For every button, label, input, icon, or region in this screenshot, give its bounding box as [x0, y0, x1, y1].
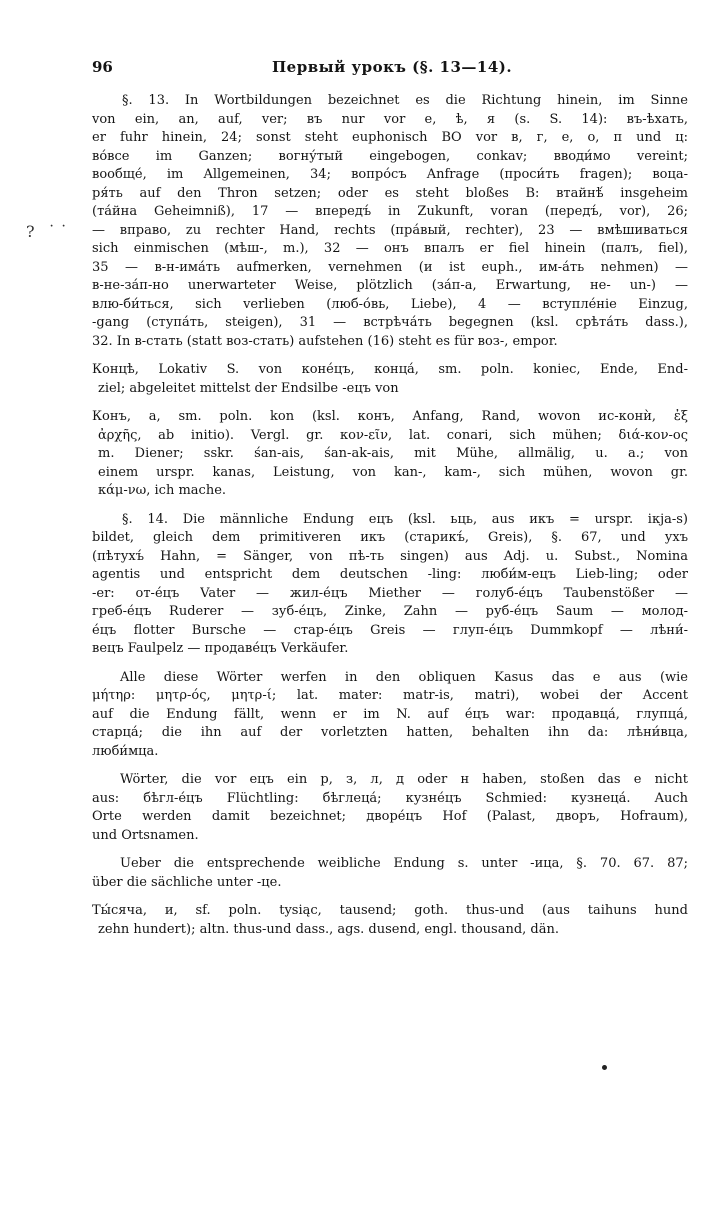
text-line: μήτηρ: μητρ-ός, μητρ-ί; lat. mater: matr-is, matri), wobei der Accent	[92, 688, 688, 703]
text-line: sich einmischen (мѣш-, m.), 32 — онъ впалъ er fiel hinein (палъ, fiel),	[92, 241, 688, 256]
text-line: Alle diese Wörter werfen in den obliquen Kasus das e aus (wie	[120, 669, 688, 685]
text-line: люби́мца.	[92, 743, 159, 759]
text-line: вецъ Faulpelz — продаве́цъ Verkäufer.	[92, 641, 349, 656]
text-line: влю-би́ться, sich verlieben (люб-о́вь, Liebe), 4 — вступле́ніе Einzug,	[92, 296, 688, 312]
text-line: Ты́сяча, и, sf. poln. tysiąc, tausend; goth. thus-und (aus taihuns hund	[92, 903, 688, 918]
text-line: einem urspr. kanas, Leistung, von kan-, kam-, sich mühen, wovon gr.	[98, 464, 688, 480]
text-line: über die sächliche unter -це.	[92, 874, 282, 890]
paragraph-p14	[92, 511, 688, 659]
text-line: -gang (ступа́ть, steigen), 31 — встрѣча́ть begegnen (ksl. срѣта́ть dass.),	[92, 315, 688, 330]
text-line: ziel; abgeleitet mittelst der Endsilbe -ецъ von	[98, 380, 399, 396]
text-line: m. Diener; sskr. śan-ais, śan-ak-ais, mit Mühe, allmälig, u. a.; von	[98, 446, 688, 461]
text-line: Конъ, а, sm. poln. kon (ksl. конъ, Anfang, Rand, wovon ис-конѝ, ἐξ	[92, 409, 688, 424]
text-line: ἀρχῆς, ab initio). Vergl. gr. κον-εῖν, lat. conari, sich mühen; διά-κον-ος	[98, 427, 688, 443]
paragraph-konce	[92, 361, 688, 398]
text-line: (пѣтухъ́ Hahn, = Sänger, von пѣ-ть singen) aus Adj. u. Subst., Nomina	[92, 548, 688, 564]
text-line: §. 14. Die männliche Endung ецъ (ksl. ьць, aus икъ = urspr. ікja-s)	[122, 511, 688, 527]
text-line: е́цъ flotter Bursche — стар-е́цъ Greis — глуп-е́цъ Dummkopf — лѣни́-	[92, 622, 688, 638]
text-line: §. 13. In Wortbildungen bezeichnet es die Richtung hinein, im Sinne	[122, 93, 688, 108]
text-line: 32. In в-стать (statt воз-стать) aufstehen (16) steht es für воз-, empor.	[92, 333, 558, 349]
text-line: er fuhr hinein, 24; sonst steht euphonisch ВО vor в, г, е, о, п und ц:	[92, 130, 688, 145]
margin-annotation: ? ˙˙	[26, 222, 72, 241]
text-line: старца́; die ihn auf der vorletzten hatten, behalten ihn da: лѣни́вца,	[92, 725, 688, 740]
text-line: (та́йна Geheimniß), 17 — впередъ́ in Zukunft, voran (передъ́, vor), 26;	[92, 204, 688, 219]
text-line: греб-е́цъ Ruderer — зуб-е́цъ, Zinke, Zahn — руб-е́цъ Saum — молод-	[92, 604, 688, 619]
text-line: 35 — в-н-има́ть aufmerken, vernehmen (и ist euph., им-а́ть nehmen) —	[92, 259, 688, 275]
text-line: ря́ть auf den Thron setzen; oder es steht bloßes В: втайнѣ́ insgeheim	[92, 185, 688, 201]
text-line: Orte werden damit bezeichnet; дворе́цъ Hof (Palast, дворъ, Hofraum),	[92, 809, 688, 824]
text-body	[92, 92, 688, 939]
text-line: — вправо, zu rechter Hand, rechts (пра́вый, rechter), 23 — вмѣшиваться	[92, 222, 688, 238]
running-title: Первый урокъ (§. 13—14).	[272, 58, 513, 76]
paragraph-p14b	[92, 669, 688, 762]
text-line: Концѣ, Lokativ S. von коне́цъ, конца́, sm. poln. koniec, Ende, End-	[92, 362, 688, 377]
paragraph-tysiacha	[92, 902, 688, 939]
text-line: und Ortsnamen.	[92, 827, 199, 843]
text-line: agentis und entspricht dem deutschen -ling: люби́м-ецъ Lieb-ling; oder	[92, 567, 688, 582]
paragraph-kon	[92, 408, 688, 501]
paragraph-p14c	[92, 771, 688, 845]
text-line: bildet, gleich dem primitiveren икъ (старикъ́, Greis), §. 67, und ухъ	[92, 530, 688, 545]
text-line: Ueber die entsprechende weibliche Endung s. unter -ица, §. 70. 67. 87;	[120, 856, 688, 871]
page-number: 96	[92, 58, 113, 76]
text-line: -er: от-е́цъ Vater — жил-е́цъ Miether — голуб-е́цъ Taubenstößer —	[92, 585, 688, 601]
text-line: von ein, an, auf, ver; въ nur vor е, ѣ, я (s. S. 14): въ-ѣхать,	[92, 111, 688, 127]
ink-dot	[602, 1065, 607, 1070]
text-line: вообще́, im Allgemeinen, 34; вопро́съ Anfrage (проси́ть fragen); воца-	[92, 167, 688, 182]
text-line: Wörter, die vor ецъ ein р, з, л, д oder н haben, stoßen das e nicht	[120, 772, 688, 787]
text-line: aus: бѣгл-е́цъ Flüchtling: бѣглеца́; кузне́цъ Schmied: кузнеца́. Auch	[92, 790, 688, 806]
text-line: auf die Endung fällt, wenn er im N. auf е́цъ war: продавца́, глупца́,	[92, 706, 688, 722]
paragraph-p14d	[92, 855, 688, 892]
text-line: κάμ-νω, ich mache.	[98, 483, 227, 498]
paragraph-p13	[92, 92, 688, 351]
text-line: во́все im Ganzen; вогну́тый eingebogen, conkav; вводи́мо vereint;	[92, 148, 688, 164]
text-line: в-не-за́п-но unerwarteter Weise, plötzlich (за́п-а, Erwartung, не- un-) —	[92, 278, 688, 293]
text-line: zehn hundert); altn. thus-und dass., ags. dusend, engl. thousand, dän.	[98, 921, 559, 937]
